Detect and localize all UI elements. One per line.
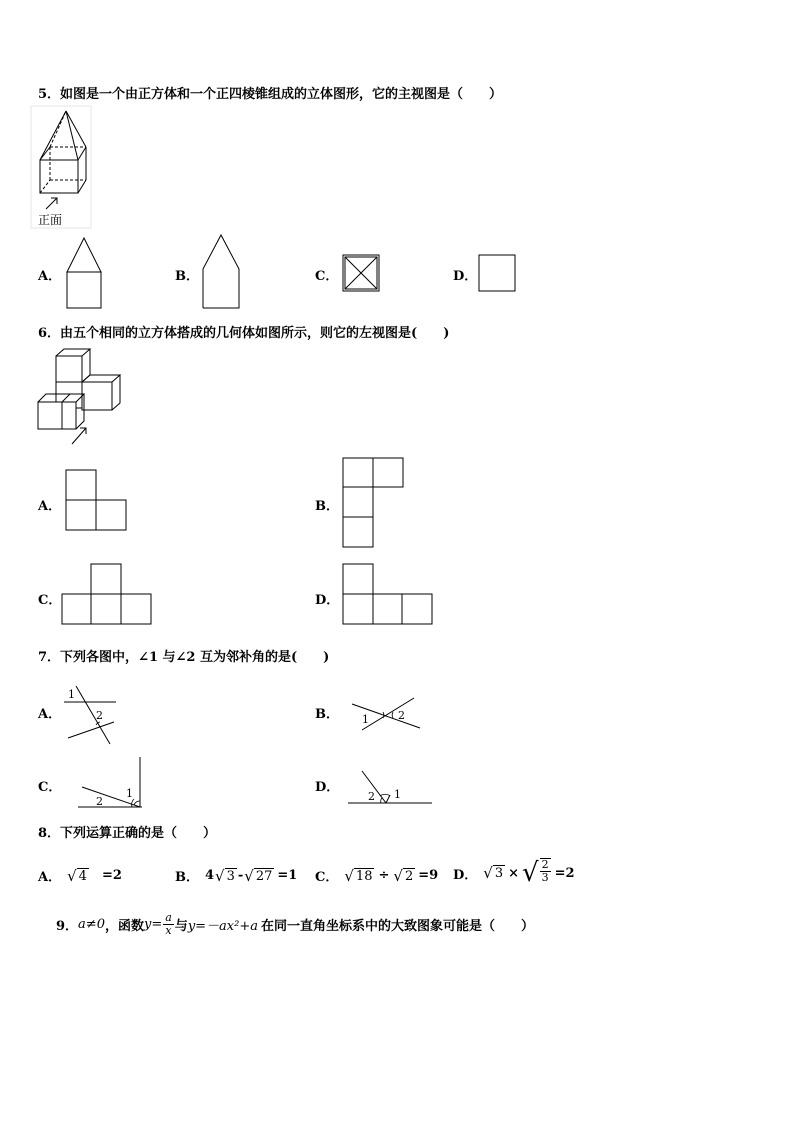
sqrt-icon: √ 27 [244,866,273,885]
q5-option-c-figure[interactable] [341,253,381,293]
q8-option-d-label: D． [453,867,478,883]
q6-cubes-figure [34,346,126,446]
q7-option-d-label[interactable]: D． [315,780,340,795]
q7-c-angle-2: 2 [96,795,103,808]
q8-text: 8．下列运算正确的是（ ） [38,826,217,841]
q6-option-a-label[interactable]: A． [38,499,62,514]
q7-option-a-label[interactable]: A． [38,707,62,722]
q9-fraction: $\frac{a}{x}$ [165,911,172,937]
q8-option-c[interactable]: C． √ 18 ÷ √ 2 =9 [315,866,439,885]
sqrt-icon: √ 4 [67,866,87,885]
q7-option-b-figure[interactable] [350,694,422,734]
q7-option-b-label[interactable]: B． [315,707,339,722]
q5-text: 5．如图是一个由正方体和一个正四棱锥组成的立体图形，它的主视图是（ ） [38,87,503,102]
q7-b-angle-1: 1 [362,713,369,726]
q6-text: 6．由五个相同的立方体搭成的几何体如图所示，则它的左视图是( ) [38,326,450,341]
q7-d-angle-1: 1 [394,788,401,801]
q6-option-c-figure[interactable] [60,562,153,626]
q7-a-angle-2: 2 [96,709,103,722]
q8-option-d[interactable]: D． √ 3 × √ $\frac{2}{3}$ =2 [453,858,575,888]
sqrt-icon: √ 3 [483,864,504,882]
sqrt-icon: √ 3 [215,866,235,885]
q5-option-b-figure[interactable] [200,233,242,310]
q8-option-b-label: B． [175,870,199,885]
q6-option-d-label[interactable]: D． [315,593,340,608]
q7-text: 7．下列各图中，∠1 与∠2 互为邻补角的是( ) [38,650,330,665]
q5-option-a-label[interactable]: A． [38,269,62,284]
sqrt-icon: √ 18 [344,866,373,885]
q9-text: 9． a≠0 ，函数 y= $\frac{a}{x}$ 与 y=－ax²+a 在同一直角坐标系中的大致图象可能是（ ） [56,911,535,937]
q6-option-a-figure[interactable] [64,468,128,532]
q5-option-d-figure[interactable] [477,253,517,293]
q7-d-angle-2: 2 [368,790,375,803]
q8-option-a[interactable]: A． √ 4 =2 [38,866,122,885]
q6-option-b-label[interactable]: B． [315,499,339,514]
q7-c-angle-1: 1 [126,787,133,800]
sqrt-fraction-icon: √ $\frac{2}{3}$ [522,858,549,888]
q7-a-angle-1: 1 [68,688,75,701]
q7-option-c-figure[interactable] [76,755,144,809]
q8-option-a-label: A． [38,870,62,885]
q5-option-c-label[interactable]: C． [315,269,339,284]
sqrt-icon: √ 2 [393,866,414,885]
q5-front-label: 正面 [38,213,63,227]
q5-option-d-label[interactable]: D． [453,269,478,284]
q5-option-b-label[interactable]: B． [175,269,199,284]
q7-option-d-figure[interactable] [346,769,434,805]
q6-option-d-figure[interactable] [341,562,434,626]
q5-option-a-figure[interactable] [64,236,104,310]
q7-option-a-figure[interactable] [62,684,118,746]
q6-option-b-figure[interactable] [341,456,405,549]
q8-option-c-label: C． [315,870,339,885]
q8-option-b[interactable]: B． 4 √ 3 - √ 27 =1 [175,866,298,885]
q7-b-angle-2: 2 [398,709,405,722]
q7-option-c-label[interactable]: C． [38,780,62,795]
q6-option-c-label[interactable]: C． [38,593,62,608]
